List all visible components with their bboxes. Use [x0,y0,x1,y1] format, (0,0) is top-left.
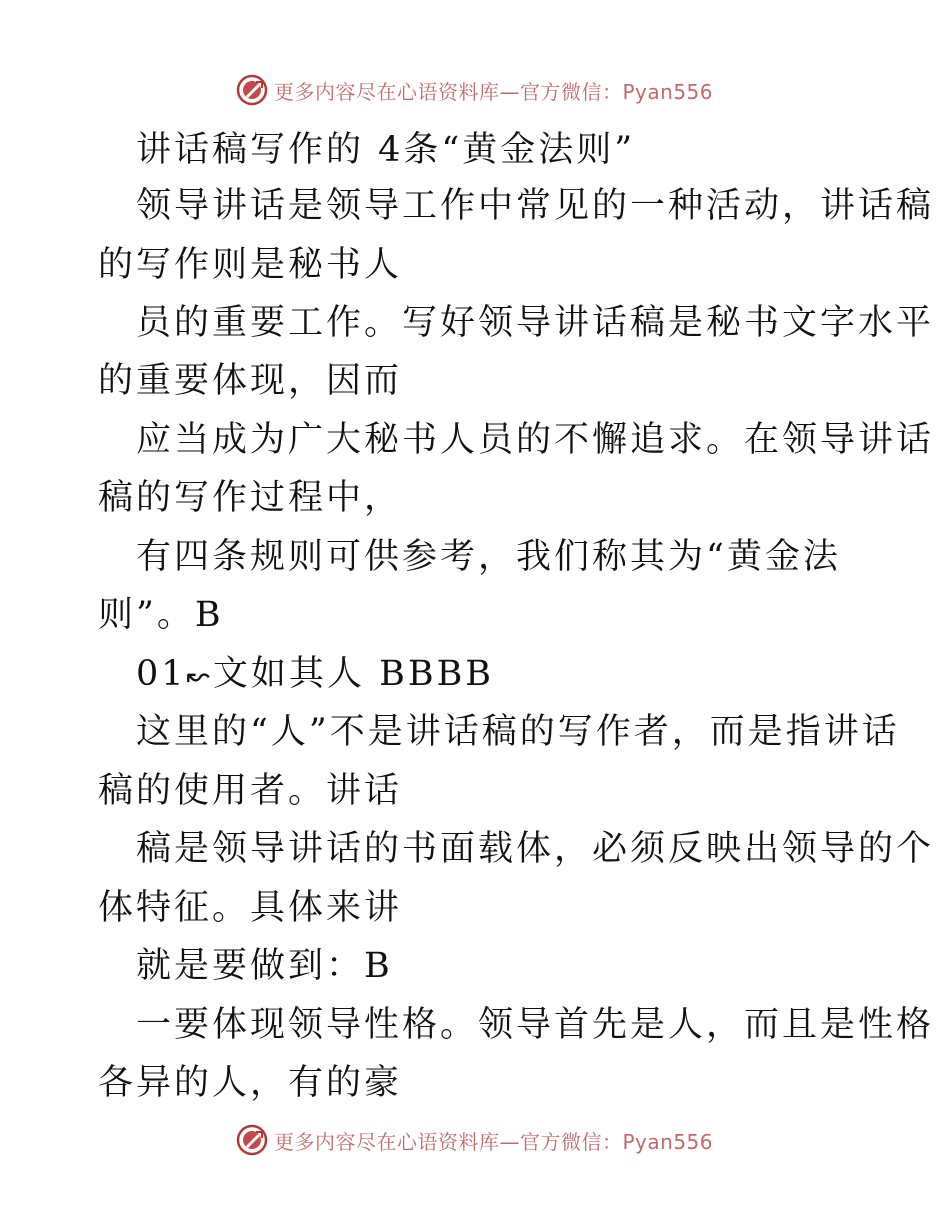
paragraph-line: 就是要做到：B [136,946,393,986]
header-watermark [236,73,716,107]
header-watermark-text: 更多内容尽在心语资料库—官方微信：Pyan556 [274,79,714,104]
paragraph-line: 稿的写作过程中， [98,478,403,518]
paragraph-line: 稿的使用者。讲话 [98,771,403,811]
section-title: 文如其人 BBBB [213,654,495,694]
footer-watermark [236,1123,716,1157]
paragraph-line: 稿是领导讲话的书面载体，必须反映出领导的个 [136,829,935,869]
paragraph-line: 这里的“人”不是讲话稿的写作者，而是指讲话 [136,712,900,752]
paragraph-line: 则”。B [98,595,224,635]
paragraph-line: 各异的人，有的豪 [98,1063,403,1103]
paragraph-line: 的重要体现，因而 [98,361,403,401]
pen-logo-icon [236,1124,268,1156]
paragraph-line: 员的重要工作。写好领导讲话稿是秘书文字水平 [136,303,935,343]
paragraph-line: 应当成为广大秘书人员的不懈追求。在领导讲话 [136,420,935,460]
section-number: 01 [136,654,187,694]
paragraph-line: 领导讲话是领导工作中常见的一种活动，讲话稿 [136,186,935,226]
document-title: 讲话稿写作的 4条“黄金法则” [136,130,636,170]
section-heading [136,652,494,698]
footer-watermark-text: 更多内容尽在心语资料库—官方微信：Pyan556 [274,1129,714,1154]
paragraph-line: 的写作则是秘书人 [98,245,403,285]
pen-logo-icon [236,74,268,106]
ornament-icon: ↜ [186,659,214,692]
paragraph-line: 一要体现领导性格。领导首先是人，而且是性格 [136,1005,935,1045]
paragraph-line: 体特征。具体来讲 [98,888,403,928]
paragraph-line: 有四条规则可供参考，我们称其为“黄金法 [136,537,841,577]
